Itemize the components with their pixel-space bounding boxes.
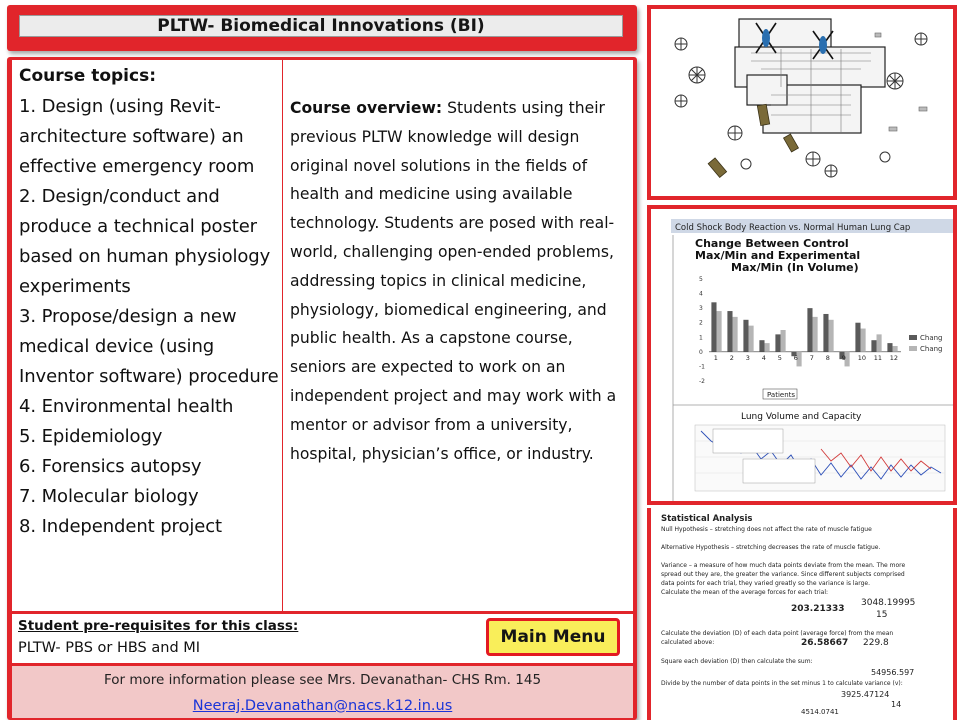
chart-bar	[855, 323, 860, 352]
chart-y-tick-label: -2	[699, 378, 705, 385]
main-menu-button[interactable]: Main Menu	[486, 618, 620, 656]
chart-bar	[813, 317, 818, 352]
stats-value: 26.58667	[801, 638, 849, 648]
chart-bar	[861, 329, 866, 352]
poster-chart-svg	[651, 209, 953, 501]
poster-banner-text: Cold Shock Body Reaction vs. Normal Human Lung Cap	[675, 223, 911, 233]
contact-info-panel	[12, 666, 633, 718]
stats-value: 3048.19995	[861, 598, 916, 608]
stats-value: 229.8	[863, 638, 889, 648]
prerequisites-value: PLTW- PBS or HBS and MI	[18, 640, 201, 656]
stats-line: spread out they are, the greater the variance. Since different subjects comprised	[661, 571, 905, 578]
chart-x-tick-label: 6	[793, 353, 798, 362]
chart-x-tick-label: 11	[873, 353, 883, 362]
stats-line: data points for each trial, they varied greatly so the variance is large.	[661, 580, 871, 587]
chart-bar	[759, 340, 764, 352]
chart-x-tick-label: 8	[825, 353, 830, 362]
topic-item: 5. Epidemiology	[19, 426, 163, 447]
stats-value: 4514.0741	[801, 708, 839, 716]
course-overview-label: Course overview:	[290, 99, 443, 117]
stats-heading: Statistical Analysis	[661, 514, 753, 524]
chart-title-line-2: Max/Min and Experimental	[695, 249, 861, 262]
stats-line: Square each deviation (D) then calculate the sum:	[661, 658, 813, 665]
chart-bar	[717, 311, 722, 352]
chart-bar	[733, 317, 738, 352]
chart-x-tick-label: 7	[809, 353, 814, 362]
chart-x-tick-label: 1	[713, 353, 718, 362]
chart-bar	[871, 340, 876, 352]
stats-line: Calculate the deviation (D) of each data point (average force) from the mean	[661, 630, 894, 637]
main-panel	[7, 57, 637, 720]
topic-item: 1. Design (using Revit-architecture software) an effective emergency room	[19, 96, 255, 177]
title-bar	[7, 5, 637, 51]
course-topics-panel	[12, 60, 282, 611]
floorplan-image	[651, 9, 953, 196]
chart-x-tick-label: 10	[857, 353, 867, 362]
stats-thumbnail	[647, 508, 957, 720]
chart-bar	[775, 334, 780, 351]
course-overview-panel	[283, 60, 633, 611]
chart-x-tick-label: 12	[889, 353, 899, 362]
chart-x-tick-label: 9	[841, 353, 846, 362]
chart-bar	[877, 334, 882, 351]
chart-title-line-1: Change Between Control	[695, 237, 849, 250]
stats-line: calculated above:	[661, 639, 715, 646]
course-topics-heading: Course topics:	[19, 66, 157, 86]
contact-email-link[interactable]: Neeraj.Devanathan@nacs.k12.in.us	[192, 698, 453, 714]
chart-x-tick-label: 3	[745, 353, 750, 362]
chart-bar	[823, 314, 828, 352]
topic-item: 7. Molecular biology	[19, 486, 199, 507]
stats-line: Calculate the mean of the average forces for each trial:	[661, 589, 829, 596]
chart-bar	[887, 343, 892, 352]
chart-bar	[781, 330, 786, 352]
chart-y-tick-label: 2	[699, 319, 703, 327]
chart-y-tick-label: -1	[699, 363, 705, 371]
lung-chart-title: Lung Volume and Capacity	[741, 412, 862, 422]
stats-line: Divide by the number of data points in the set minus 1 to calculate variance (v):	[661, 680, 903, 687]
chart-bar	[743, 320, 748, 352]
stats-line: Null Hypothesis – stretching does not affect the rate of muscle fatigue	[661, 526, 872, 533]
contact-info-text: For more information please see Mrs. Devanathan- CHS Rm. 145	[103, 672, 542, 688]
topic-item: 6. Forensics autopsy	[19, 456, 202, 477]
stats-image	[651, 508, 953, 720]
course-topics-list	[19, 92, 282, 542]
chart-x-label: Patients	[767, 391, 796, 399]
course-overview-body: Students using their previous PLTW knowledge will design original novel solutions in the fields of health and medicine using available technology. Students are posed with real-world, challenging open-ended problems, addressing topics in clinical medicine, physiology, biomedical engineering, and public health. As a capstone course, seniors are expected to work on an independent project and may work with a mentor or advisor from a university, hospital, physician’s office, or industry.	[290, 99, 617, 463]
stats-value: 3925.47124	[841, 690, 890, 699]
poster-chart-thumbnail	[647, 205, 957, 505]
chart-bar	[749, 326, 754, 352]
chart-y-tick-label: 5	[699, 276, 703, 283]
course-overview-text	[290, 94, 623, 468]
chart-bar	[807, 308, 812, 352]
floorplan-drawing	[651, 9, 953, 196]
chart-bar	[765, 343, 770, 352]
chart-bar	[727, 311, 732, 352]
chart-title-line-3: Max/Min (In Volume)	[731, 261, 859, 274]
stats-line: Alternative Hypothesis – stretching decreases the rate of muscle fatigue.	[661, 544, 881, 551]
legend-entry-2: Chang	[920, 345, 943, 353]
topic-item: 8. Independent project	[19, 516, 222, 537]
chart-y-tick-label: 1	[699, 334, 703, 342]
prerequisites-heading: Student pre-requisites for this class:	[18, 618, 299, 634]
topic-item: 4. Environmental health	[19, 396, 234, 417]
chart-x-tick-label: 4	[761, 353, 766, 362]
chart-y-tick-label: 0	[699, 348, 703, 356]
topic-item: 3. Propose/design a new medical device (using Inventor software) procedure	[19, 306, 279, 387]
page-title: PLTW- Biomedical Innovations (BI)	[19, 15, 623, 37]
chart-bar	[829, 320, 834, 352]
stats-value: 54956.597	[871, 668, 915, 677]
floorplan-thumbnail	[647, 5, 957, 200]
chart-bar	[893, 346, 898, 352]
chart-x-tick-label: 2	[729, 353, 734, 362]
chart-bar	[711, 302, 716, 352]
chart-x-tick-label: 5	[777, 353, 782, 362]
stats-line: Variance – a measure of how much data points deviate from the mean. The more	[661, 562, 906, 569]
stats-value: 15	[876, 610, 888, 620]
legend-entry-1: Chang	[920, 334, 943, 342]
stats-value: 14	[891, 700, 902, 709]
stats-value: 203.21333	[791, 604, 845, 614]
chart-y-tick-label: 4	[699, 290, 703, 298]
topic-item: 2. Design/conduct and produce a technical poster based on human physiology experiments	[19, 186, 271, 297]
chart-y-tick-label: 3	[699, 305, 703, 313]
poster-chart-image	[651, 209, 953, 501]
